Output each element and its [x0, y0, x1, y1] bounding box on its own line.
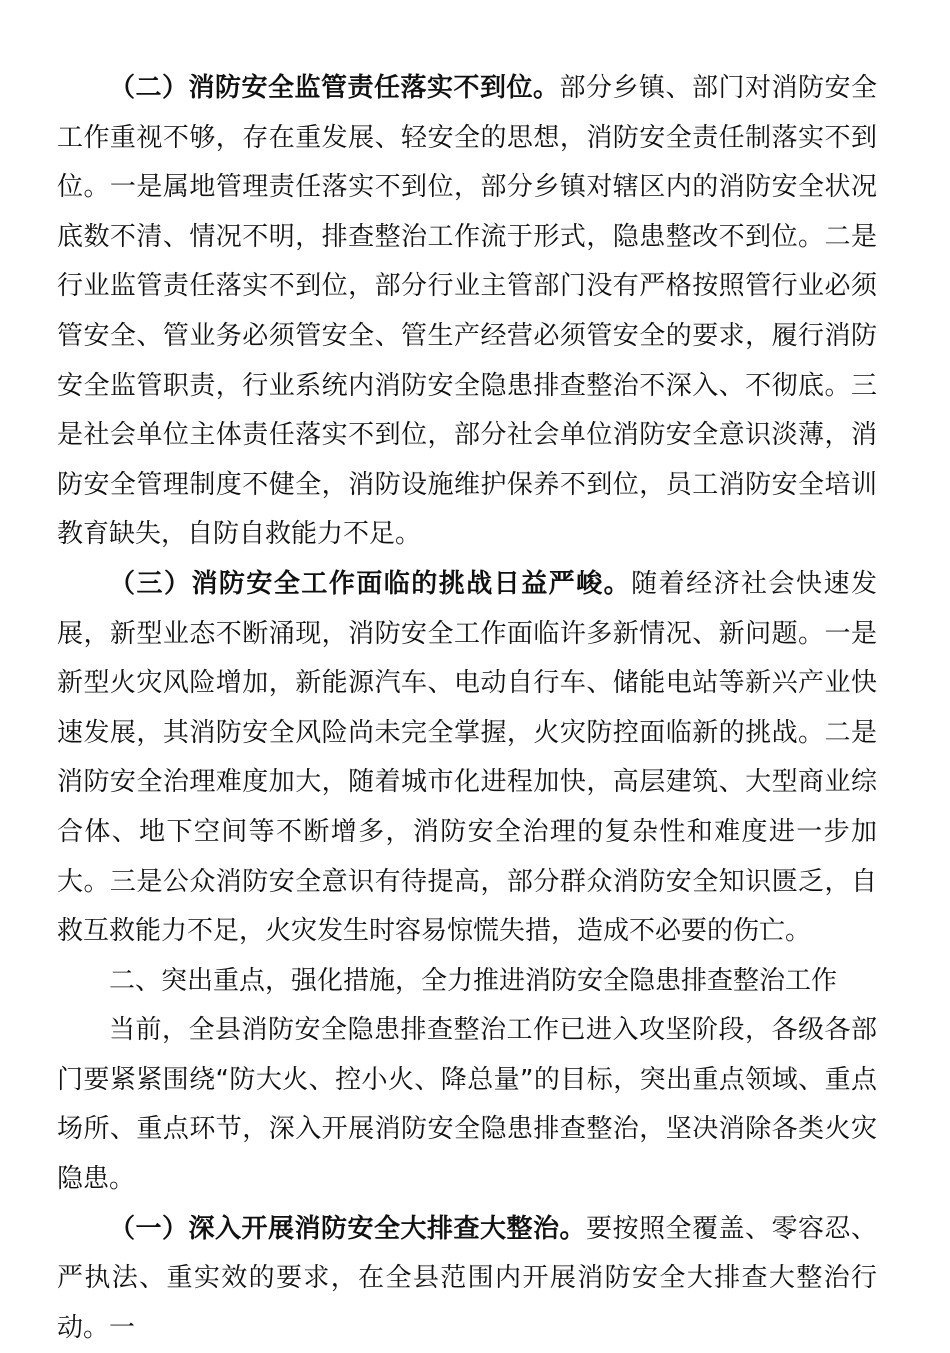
- paragraph-text: 当前，全县消防安全隐患排查整治工作已进入攻坚阶段，各级各部门要紧紧围绕“防大火、控小火、降总量”的目标，突出重点领域、重点场所、重点环节，深入开展消防安全隐患排查整治，坚决消除各类火灾隐患。: [57, 1015, 877, 1195]
- chapter-heading-two: [57, 957, 877, 1007]
- chapter-heading-text: 二、突出重点，强化措施，全力推进消防安全隐患排查整治工作: [109, 965, 838, 996]
- paragraph-text: 部分乡镇、部门对消防安全工作重视不够，存在重发展、轻安全的思想，消防安全责任制落实不到位。一是属地管理责任落实不到位，部分乡镇对辖区内的消防安全状况底数不清、情况不明，排查整治工作流于形式，隐患整改不到位。二是行业监管责任落实不到位，部分行业主管部门没有严格按照管行业必须管安全、管业务必须管安全、管生产经营必须管安全的要求，履行消防安全监管职责，行业系统内消防安全隐患排查整治不深入、不彻底。三是社会单位主体责任落实不到位，部分社会单位消防安全意识淡薄，消防安全管理制度不健全，消防设施维护保养不到位，员工消防安全培训教育缺失，自防自救能力不足。: [57, 73, 877, 550]
- paragraph-text: 要按照全覆盖、零容忍、严执法、重实效的要求，在全县范围内开展消防安全大排查大整治行动。一: [57, 1213, 877, 1343]
- section-heading-3: （三）消防安全工作面临的挑战日益严峻。: [109, 568, 632, 599]
- paragraph-text: 随着经济社会快速发展，新型业态不断涌现，消防安全工作面临许多新情况、新问题。一是新型火灾风险增加，新能源汽车、电动自行车、储能电站等新兴产业快速发展，其消防安全风险尚未完全掌握，火灾防控面临新的挑战。二是消防安全治理难度加大，随着城市化进程加快，高层建筑、大型商业综合体、地下空间等不断增多，消防安全治理的复杂性和难度进一步加大。三是公众消防安全意识有待提高，部分群众消防安全知识匮乏，自救互救能力不足，火灾发生时容易惊慌失措，造成不必要的伤亡。: [57, 568, 877, 947]
- section-heading-1: （一）深入开展消防安全大排查大整治。: [109, 1213, 586, 1244]
- paragraph-challenges: [57, 560, 877, 957]
- paragraph-inspection-campaign: [57, 1205, 877, 1353]
- paragraph-current-situation: [57, 1006, 877, 1204]
- document-body: [57, 64, 877, 1353]
- section-heading-2: （二）消防安全监管责任落实不到位。: [109, 73, 560, 103]
- paragraph-supervision-responsibility: [57, 64, 877, 560]
